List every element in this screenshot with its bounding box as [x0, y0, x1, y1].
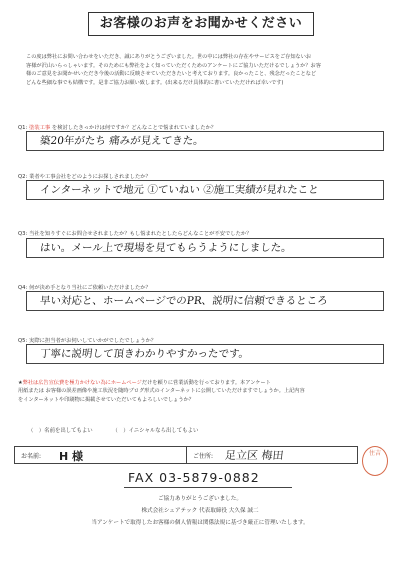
- note-highlight: 弊社は広告宣伝費を極力かけない為にホームページ: [22, 380, 142, 386]
- fax-underline: [124, 487, 292, 488]
- fax-number: FAX 03-5879-0882: [128, 470, 260, 485]
- note-text: だけを頼りに営業活動を行っております。本アンケート: [141, 380, 271, 386]
- question-number: Q1:: [18, 125, 28, 131]
- note-line: [18, 379, 384, 387]
- question-text: 業者や工事会社をどのようにお探しされましたか？: [29, 174, 151, 180]
- answer-text-1: 築20年がたち 痛みが見えてきた。: [39, 135, 205, 147]
- note-line: 用紙または お客様の誤差画像や施工状況を随時ブログ形式のインターネットに公開していただけますでしょうか。上記内容: [18, 388, 305, 395]
- question-number: Q5:: [18, 338, 28, 344]
- question-1: [18, 123, 384, 131]
- option-name-ok[interactable]: （ ）名前を出してもよい: [28, 428, 93, 434]
- intro-line: 様のご意見をお聞かせいただき今後の活動に反映させていただきたいと考えております。良かったこと、残念だったことなど: [26, 71, 317, 78]
- question-text: 実際に担当者がお伺いしていかがでしたでしょうか？: [29, 338, 157, 344]
- question-3: [18, 229, 384, 237]
- intro-line: 客様が沢山いらっしゃいます。そのためにも弊社をよく知っていただくためのアンケートにご協力いただけるでしょうか？お客: [26, 62, 321, 69]
- question-text: 何が決め手となり当社にご依頼いただけましたか？: [29, 285, 151, 291]
- stamp-text: 住吉: [368, 450, 381, 457]
- privacy-note: 当アンケートで取得したお客様の個人情報は関係法規に基づき厳正に管理いたします。: [91, 520, 309, 526]
- question-4: [18, 283, 384, 291]
- question-number: Q4:: [18, 285, 28, 291]
- intro-paragraph: [26, 53, 384, 87]
- info-divider: [186, 447, 187, 463]
- address-field[interactable]: 足立区 梅田: [224, 449, 285, 462]
- star-icon: ★: [18, 380, 23, 386]
- question-text: を検討したきっかけは何ですか？どんなことで悩まれていましたか？: [51, 125, 217, 131]
- question-text: 当社を知りすぐにお問合せされましたか？もし悩まれたとしたらどんなことが不安でしたか？: [29, 231, 252, 237]
- option-initials-ok[interactable]: （ ）イニシャルなら出してもよい: [112, 428, 199, 434]
- note-line: をインターネットや印刷物に掲載させていただいてもよろしいでしょうか？: [18, 396, 194, 403]
- company-signature: 株式会社シェアテック 代表取締役 大久保 誠二: [141, 508, 259, 514]
- customer-info-row: [14, 446, 358, 464]
- seal-stamp: [362, 446, 388, 476]
- publication-note: [18, 379, 384, 404]
- question-highlight: 塗装工事: [29, 125, 51, 131]
- address-label: ご住所:: [193, 453, 214, 460]
- intro-line: この度は弊社にお問い合わせをいただき、誠にありがとうございました。世の中には弊社の存在やサービスをご存知ないお: [26, 54, 312, 60]
- answer-text-2: インターネットで地元 ①ていねい ②施工実績が見れたこと: [39, 184, 320, 196]
- thanks-text: ご協力ありがとうございました。: [158, 496, 242, 502]
- answer-text-5: 丁寧に説明して頂きわかりやすかったです。: [39, 348, 250, 360]
- question-5: [18, 336, 384, 344]
- answer-text-3: はい。メール上で現場を見てもらうようにしました。: [39, 242, 293, 254]
- question-2: [18, 172, 384, 180]
- question-number: Q2:: [18, 174, 28, 180]
- name-field[interactable]: H 様: [59, 450, 84, 463]
- answer-text-4: 早い対応と、ホームページでのPR、説明に信頼できるところ: [39, 295, 329, 307]
- question-number: Q3:: [18, 231, 28, 237]
- page-title: お客様のお声をお聞かせください: [88, 12, 314, 36]
- name-label: お名前:: [21, 453, 42, 460]
- publication-options: [28, 426, 216, 434]
- intro-line: どんな些細な事でも結構です。是非ご協力お願い致します。(出来るだけ具体的に書いていただければ幸いです): [26, 79, 284, 86]
